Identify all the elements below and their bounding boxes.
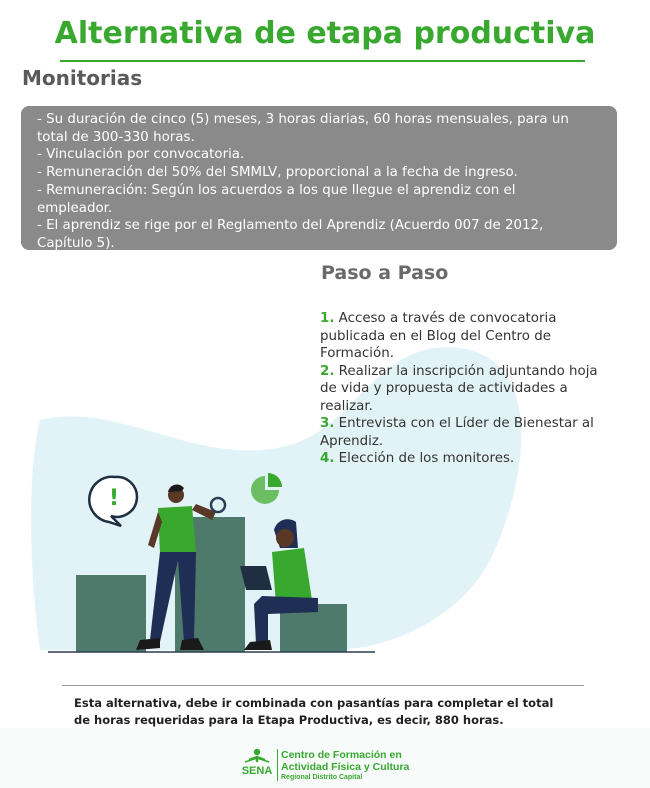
step-text: Entrevista con el Líder de Bienestar al xyxy=(338,416,594,431)
step-2-line xyxy=(320,363,620,381)
step-text: Aprendiz. xyxy=(320,433,384,449)
info-line: - Remuneración del 50% del SMMLV, proporcional a la fecha de ingreso. xyxy=(37,165,518,181)
step-3-number: 3. xyxy=(320,416,335,431)
svg-text:SENA: SENA xyxy=(241,765,273,777)
block-left xyxy=(76,575,146,652)
info-line: total de 300-330 horas. xyxy=(37,129,195,145)
org-line-3: Regional Distrito Capital xyxy=(281,774,363,781)
step-4-number: 4. xyxy=(320,451,335,466)
step-text: Formación. xyxy=(320,346,394,361)
step-1-line xyxy=(320,310,620,328)
step-text: Realizar la inscripción adjuntando hoja xyxy=(338,363,598,379)
note-line: Esta alternativa, debe ir combinada con pasantías para completar el total xyxy=(74,696,554,710)
steps-list xyxy=(320,310,620,468)
title-underline xyxy=(60,60,585,62)
page-title: Alternativa de etapa productiva xyxy=(54,16,596,51)
info-line: - El aprendiz se rige por el Reglamento del Aprendiz (Acuerdo 007 de 2012, xyxy=(37,218,544,234)
info-line: - Su duración de cinco (5) meses, 3 horas diarias, 60 horas mensuales, para un xyxy=(37,112,569,127)
organization-name xyxy=(281,749,409,783)
logo-divider xyxy=(277,749,278,781)
step-1-number: 1. xyxy=(320,311,335,326)
org-line-1: Centro de Formación en xyxy=(281,749,402,761)
step-text: de vida y propuesta de actividades a xyxy=(320,381,568,396)
sena-logo-icon xyxy=(239,748,275,782)
monitorias-title: Monitorias xyxy=(22,66,143,90)
step-text: Elección de los monitores. xyxy=(338,451,515,466)
info-line: - Vinculación por convocatoria. xyxy=(37,147,245,163)
step-4-line xyxy=(320,450,620,468)
step-3-line xyxy=(320,415,620,433)
divider xyxy=(62,685,584,686)
svg-text:!: ! xyxy=(108,486,120,511)
info-line: empleador. xyxy=(37,200,113,216)
note-line: de horas requeridas para la Etapa Productiva, es decir, 880 horas. xyxy=(74,713,504,727)
step-text: realizar. xyxy=(320,398,373,414)
step-text: Acceso a través de convocatoria xyxy=(338,311,557,326)
note-text xyxy=(74,695,594,729)
info-line: - Remuneración: Según los acuerdos a los que llegue el aprendiz con el xyxy=(37,182,516,198)
step-text: publicada en el Blog del Centro de xyxy=(320,328,551,344)
paso-a-paso-title: Paso a Paso xyxy=(321,262,449,284)
monitorias-info-box xyxy=(21,106,617,250)
org-line-2: Actividad Física y Cultura xyxy=(281,761,410,773)
step-2-number: 2. xyxy=(320,363,335,379)
info-line: Capítulo 5). xyxy=(37,235,115,251)
